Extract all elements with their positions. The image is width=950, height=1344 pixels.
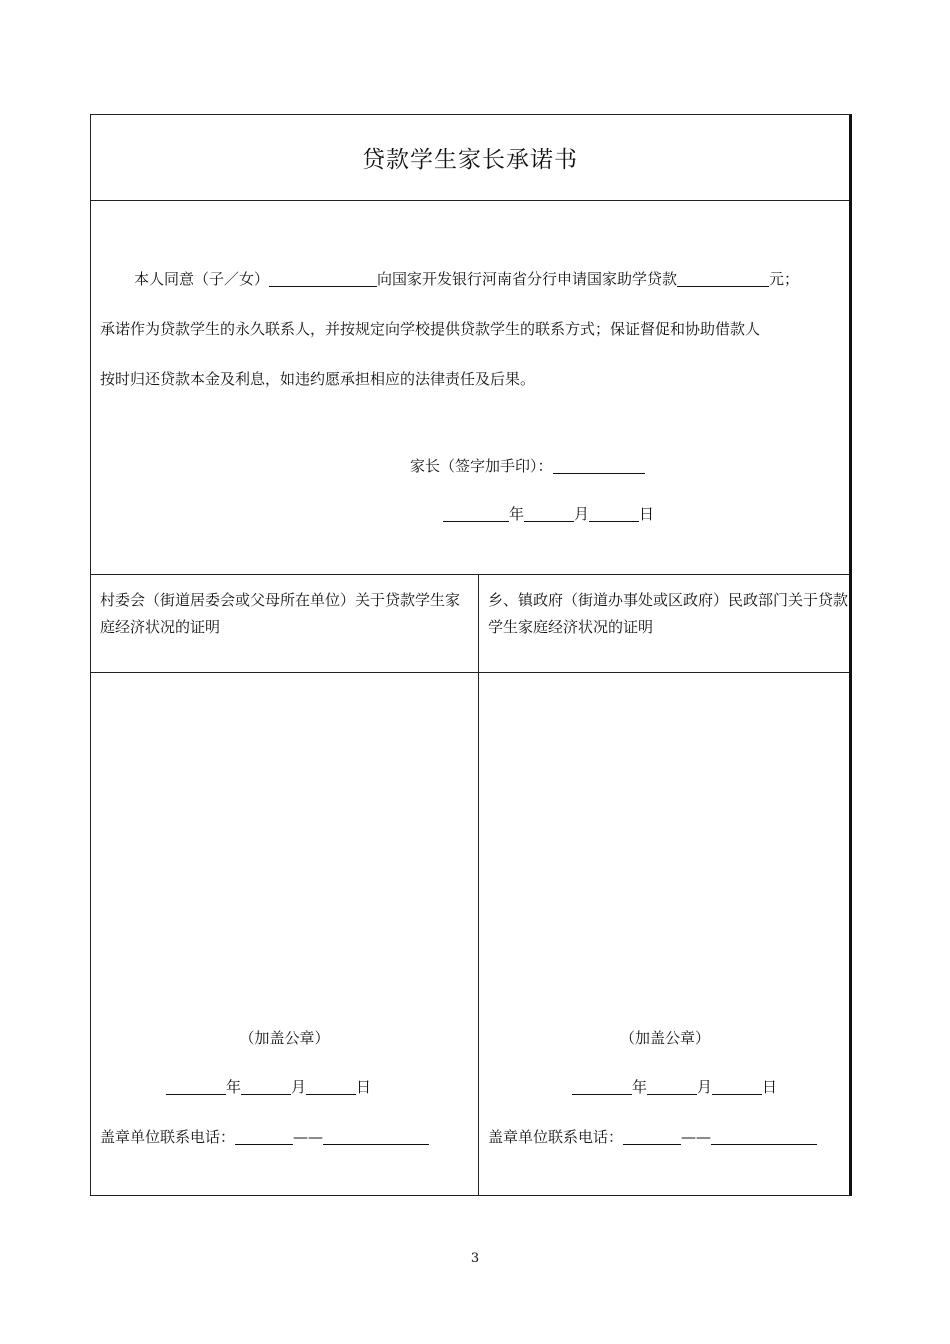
phone-label: 盖章单位联系电话：: [488, 1128, 624, 1146]
right-year-blank[interactable]: [572, 1078, 632, 1095]
left-phone-line: [100, 1126, 429, 1147]
parent-date-line: [443, 503, 843, 524]
signature-blank[interactable]: [553, 457, 645, 474]
year-label: 年: [632, 1078, 648, 1096]
month-label: 月: [697, 1078, 713, 1096]
commitment-line-3: 按时归还贷款本金及利息，如违约愿承担相应的法律责任及后果。: [100, 370, 536, 388]
commitment-line-1: [134, 268, 843, 289]
commitment-body: [91, 201, 849, 575]
certification-header-row: [91, 575, 849, 673]
left-date-line: [166, 1076, 371, 1097]
year-label: 年: [509, 505, 525, 523]
title-row: [91, 115, 849, 201]
day-label: 日: [762, 1078, 778, 1096]
right-day-blank[interactable]: [712, 1078, 762, 1095]
right-phone-line: [488, 1126, 817, 1147]
left-month-blank[interactable]: [241, 1078, 291, 1095]
form-title: 贷款学生家长承诺书: [362, 147, 578, 173]
right-area-code-blank[interactable]: [623, 1128, 681, 1145]
page-number: 3: [470, 1251, 480, 1266]
day-label: 日: [639, 505, 655, 523]
left-seal-label: （加盖公章）: [239, 1029, 330, 1047]
civil-affairs-header: 乡、镇政府（街道办事处或区政府）民政部门关于贷款学生家庭经济状况的证明: [488, 591, 849, 636]
child-name-blank[interactable]: [269, 270, 377, 287]
day-blank[interactable]: [589, 505, 639, 522]
signature-label: 家长（签字加手印）：: [410, 457, 553, 475]
phone-label: 盖章单位联系电话：: [100, 1128, 236, 1146]
loan-amount-blank[interactable]: [677, 270, 769, 287]
left-day-blank[interactable]: [306, 1078, 356, 1095]
right-date-line: [572, 1076, 777, 1097]
phone-dash: ——: [681, 1128, 712, 1146]
month-blank[interactable]: [524, 505, 574, 522]
right-month-blank[interactable]: [647, 1078, 697, 1095]
left-year-blank[interactable]: [166, 1078, 226, 1095]
parent-signature-line: [410, 455, 843, 476]
commitment-line-2: 承诺作为贷款学生的永久联系人，并按规定向学校提供贷款学生的联系方式；保证督促和协助借款人: [100, 320, 761, 338]
month-label: 月: [291, 1078, 307, 1096]
left-area-code-blank[interactable]: [235, 1128, 293, 1145]
village-committee-header: 村委会（街道居委会或父母所在单位）关于贷款学生家庭经济状况的证明: [100, 591, 461, 636]
commitment-text: 本人同意（子／女）: [134, 270, 270, 288]
commitment-form: [90, 114, 852, 1196]
day-label: 日: [356, 1078, 372, 1096]
month-label: 月: [574, 505, 590, 523]
year-label: 年: [226, 1078, 242, 1096]
year-blank[interactable]: [443, 505, 509, 522]
right-phone-number-blank[interactable]: [711, 1128, 817, 1145]
commitment-text: 向国家开发银行河南省分行申请国家助学贷款: [377, 270, 678, 288]
phone-dash: ——: [293, 1128, 324, 1146]
column-divider: [478, 575, 479, 1195]
right-seal-label: （加盖公章）: [619, 1029, 710, 1047]
left-phone-number-blank[interactable]: [323, 1128, 429, 1145]
commitment-text: 元；: [769, 270, 800, 288]
